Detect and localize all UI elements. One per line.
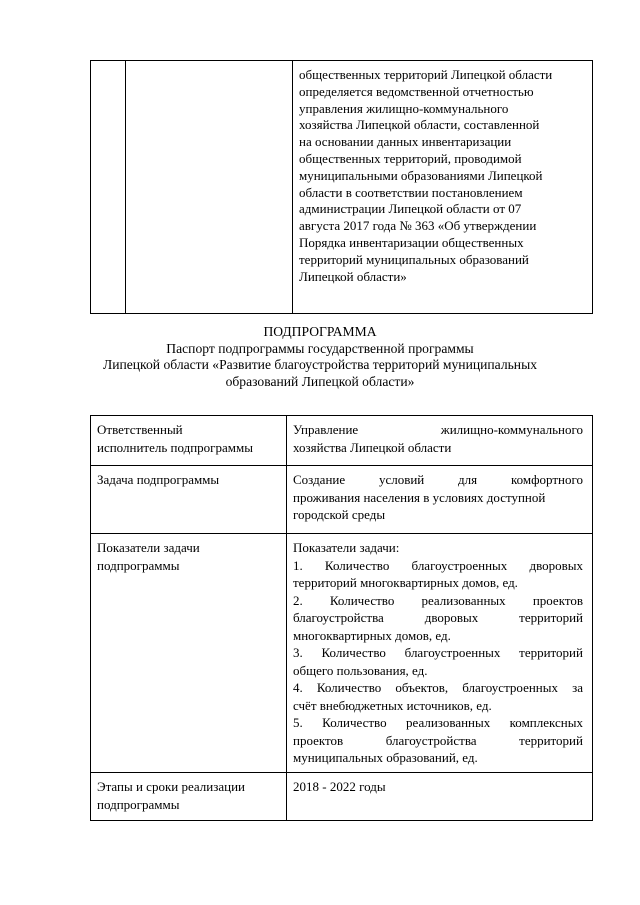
justified-line [293,644,583,662]
word: 2. [293,592,303,608]
cell-text: многоквартирных домов, ед. [293,627,451,643]
text-line: общественных территорий Липецкой области [299,67,553,82]
justified-line [293,679,583,697]
cell-text: территорий многоквартирных домов, ед. [293,575,518,590]
word: 5. [293,715,303,730]
row-label-cell [91,773,287,821]
word: 4. [293,680,303,695]
word: благоустроенных [462,680,558,695]
word: проектов [532,592,583,608]
empty-cell [126,61,293,314]
cell-text: Этапы и сроки реализации [97,779,245,794]
cell-text: хозяйства Липецкой области [293,439,452,455]
word: комфортного [510,472,583,487]
cell-text: городской среды [293,507,386,522]
word: Количество [322,715,387,730]
text-line: общественных территорий, проводимой [299,150,522,166]
word: территорий [519,610,583,625]
word: Управление [293,422,359,437]
word: комплексных [509,715,583,730]
cell-text: общего пользования, ед. [293,662,428,678]
word: территорий [519,645,583,660]
justified-line [293,732,583,750]
cell-text: Задача подпрограммы [97,472,220,487]
word: благоустройства [385,732,477,748]
section-heading [0,324,640,390]
continuation-text-cell [293,61,593,314]
word: реализованных [406,715,491,730]
program-name-line: образований Липецкой области» [225,373,415,389]
text-line: области в соответствии постановлением [299,184,523,200]
text-line: территорий муниципальных образований [299,251,529,267]
cell-text: исполнитель подпрограммы [97,439,253,455]
text-line: на основании данных инвентаризации [299,134,512,150]
row-value-cell [287,773,593,821]
word: жилищно-коммунального [440,422,583,437]
word: Количество [321,645,386,660]
table-row [91,773,593,821]
text-line: Порядка инвентаризации общественных [299,234,524,250]
cell-text: Показатели задачи: [293,540,400,555]
row-label-cell [91,534,287,773]
word: 3. [293,645,303,660]
text-line: определяется ведомственной отчетностью [299,83,534,99]
word: территорий [519,732,583,748]
text-line: управления жилищно-коммунального [299,100,509,116]
cell-text: проживания населения в условиях доступной [293,489,546,505]
word: дворовых [424,610,479,625]
text-line: муниципальными образованиями Липецкой [299,167,543,183]
justified-line [293,421,583,439]
word: за [572,680,583,695]
cell-text: Показатели задачи [97,540,200,555]
word: реализованных [421,592,506,608]
table-row [91,534,593,773]
word: Количество [329,592,395,608]
row-label-cell [91,466,287,534]
row-value-cell [287,416,593,466]
justified-line [293,609,583,627]
passport-title: Паспорт подпрограммы государственной программы [166,340,474,356]
table-row [91,416,593,466]
cell-text: муниципальных образований, ед. [293,750,478,765]
row-value-cell [287,466,593,534]
cell-text: Ответственный [97,422,183,437]
word: благоустроенных [411,557,508,573]
passport-table [90,415,593,821]
word: для [458,472,478,487]
word: условий [378,472,425,487]
row-value-cell [287,534,593,773]
word: Количество [324,557,390,573]
justified-line [293,714,583,732]
text-line: администрации Липецкой области от 07 [299,201,522,217]
program-name-line: Липецкой области «Развитие благоустройства территорий муниципальных [102,357,538,373]
cell-text: подпрограммы [97,796,180,812]
word: объектов, [395,680,449,695]
text-line: хозяйства Липецкой области, составленной [299,117,540,133]
justified-line [293,471,583,489]
text-line: августа 2017 года № 363 «Об утверждении [299,218,537,234]
subprogram-title: ПОДПРОГРАММА [263,324,377,339]
justified-line [293,592,583,610]
justified-line [293,557,583,575]
text-line: Липецкой области» [299,268,407,284]
word: проектов [293,732,344,748]
cell-text: 2018 - 2022 годы [293,779,386,794]
continuation-table [90,60,593,314]
empty-cell [91,61,126,314]
cell-text: подпрограммы [97,557,180,573]
word: Количество [316,680,382,695]
word: дворовых [529,557,583,573]
cell-text: счёт внебюджетных источников, ед. [293,697,492,713]
table-row [91,61,593,314]
word: Создание [293,472,346,487]
word: благоустройства [293,610,384,625]
table-row [91,466,593,534]
word: 1. [293,557,303,573]
word: благоустроенных [404,645,501,660]
row-label-cell [91,416,287,466]
